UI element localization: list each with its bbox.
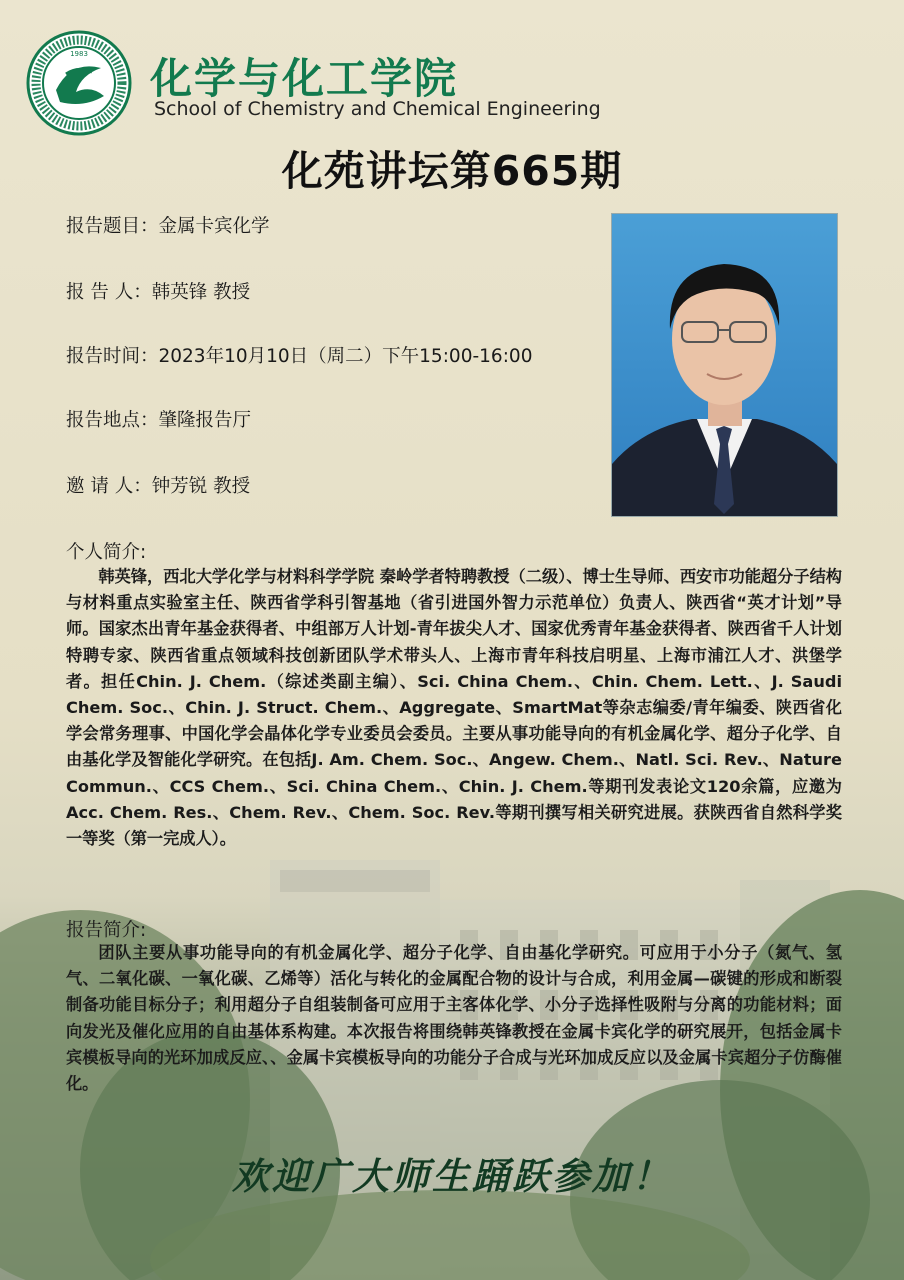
welcome-slogan: 欢迎广大师生踊跃参加！ [232, 1155, 672, 1198]
report-inviter: 邀 请 人：钟芳锐 教授 [66, 476, 251, 497]
abstract-text: 团队主要从事功能导向的有机金属化学、超分子化学、自由基化学研究。可应用于小分子（氮气、氢气、二氧化碳、一氧化碳、乙烯等）活化与转化的金属配合物的设计与合成，利用金属—碳键的形成和断裂制备功能目标分子；利用超分子自组装制备可应用于主客体化学、小分子选择性吸附与分离的功能材料；面向发光及催化应用的自由基体系构建。本次报告将围绕韩英锋教授在金属卡宾化学的研究展开，包括金属卡宾模板导向的光环加成反应、、金属卡宾模板导向的功能分子合成与光环加成反应以及金属卡宾超分子仿酶催化。 [66, 943, 842, 1094]
logo-year: 1983 [70, 50, 88, 58]
report-location: 报告地点：肇隆报告厅 [66, 410, 252, 431]
school-name-cn: 化学与化工学院 [150, 54, 459, 103]
report-time: 报告时间：2023年10月10日（周二）下午15:00-16:00 [66, 346, 533, 367]
school-logo [26, 30, 132, 136]
abstract-heading: 报告简介: [66, 920, 147, 941]
lecture-title: 化苑讲坛第665期 [281, 147, 623, 195]
speaker-photo [611, 213, 838, 517]
school-name-en: School of Chemistry and Chemical Engineering [154, 98, 601, 120]
report-speaker: 报 告 人：韩英锋 教授 [66, 282, 251, 303]
bio-text: 韩英锋，西北大学化学与材料科学学院 秦岭学者特聘教授（二级）、博士生导师、西安市功能超分子结构与材料重点实验室主任、陕西省学科引智基地（省引进国外智力示范单位）负责人、陕西省“英才计划”导师。国家杰出青年基金获得者、中组部万人计划-青年拔尖人才、国家优秀青年基金获得者、陕西省千人计划特聘专家、陕西省重点领域科技创新团队学术带头人、上海市青年科技启明星、上海市浦江人才、洪堡学者。担任Chin. J. Chem.（综述类副主编）、Sci. China Chem.、Chin. Chem. Lett.、J. Saudi Chem. Soc.、Chin. J. Struct. Chem.、Aggregate、SmartMat等杂志编委/青年编委、陕西省化学会常务理事、中国化学会晶体化学专业委员会委员。主要从事功能导向的有机金属化学、超分子化学、自由基化学及智能化学研究。在包括J. Am. Chem. Soc.、Angew. Chem.、Natl. Sci. Rev.、Nature Commun.、CCS Chem.、Sci. China Chem.、Chin. J. Chem.等期刊发表论文120余篇，应邀为Acc. Chem. Res.、Chem. Rev.、Chem. Soc. Rev.等期刊撰写相关研究进展。获陕西省自然科学奖一等奖（第一完成人）。 [66, 567, 842, 849]
report-topic: 报告题目：金属卡宾化学 [66, 216, 270, 237]
bio-heading: 个人简介: [66, 542, 147, 563]
